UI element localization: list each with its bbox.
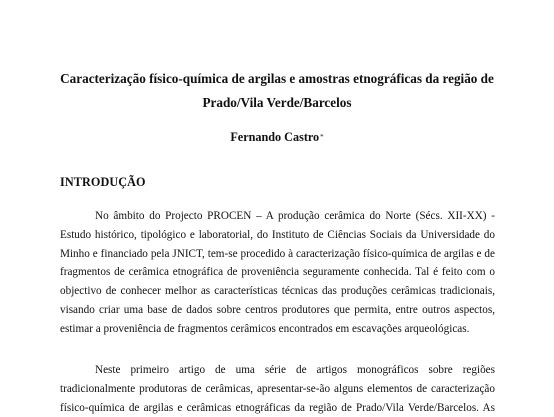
paragraph-line: estimar a proveniência de fragmentos cerâmicos encontrados em escavações arqueológicas. xyxy=(60,322,470,335)
paragraph-line: Estudo histórico, tipológico e laboratorial, do Instituto de Ciências Sociais da Universidade do xyxy=(60,228,495,241)
paragraph-line: visando criar uma base de dados sobre centros produtores que permita, entre outros aspectos, xyxy=(60,303,495,316)
paragraph-line: Neste primeiro artigo de uma série de artigos monográficos sobre regiões xyxy=(95,364,495,376)
author-footnote-mark: * xyxy=(320,133,324,141)
paragraph-line: objectivo de conhecer melhor as características técnicas das produções cerâmicas tradicionais, xyxy=(60,285,495,298)
section-heading: INTRODUÇÃO xyxy=(60,175,146,189)
paragraph-line: tradicionalmente produtoras de cerâmicas, apresentar-se-ão alguns elementos de caracterização xyxy=(60,382,495,395)
article-author xyxy=(0,129,554,147)
article-title-line: Prado/Vila Verde/Barcelos xyxy=(202,95,352,110)
article-title-line: Caracterização físico-química de argilas e amostras etnográficas da região de xyxy=(60,71,494,86)
paragraph xyxy=(60,207,495,339)
paragraph xyxy=(60,361,495,417)
paragraph-line: No âmbito do Projecto PROCEN – A produção cerâmica do Norte (Sécs. XII-XX) - xyxy=(95,210,495,222)
article-title xyxy=(60,67,494,115)
author-name: Fernando Castro xyxy=(230,130,320,144)
paragraph-line: fragmentos de cerâmica etnográfica de proveniência seguramente conhecida. Tal é feito com o xyxy=(60,266,495,279)
paragraph-line: físico-química de argilas e cerâmicas etnográficas da região de Prado/Vila Verde/Barcelos. As xyxy=(60,401,495,414)
paragraph-line: Minho e financiado pela JNICT, tem-se procedido à caracterização físico-química de argilas e de xyxy=(60,247,495,260)
